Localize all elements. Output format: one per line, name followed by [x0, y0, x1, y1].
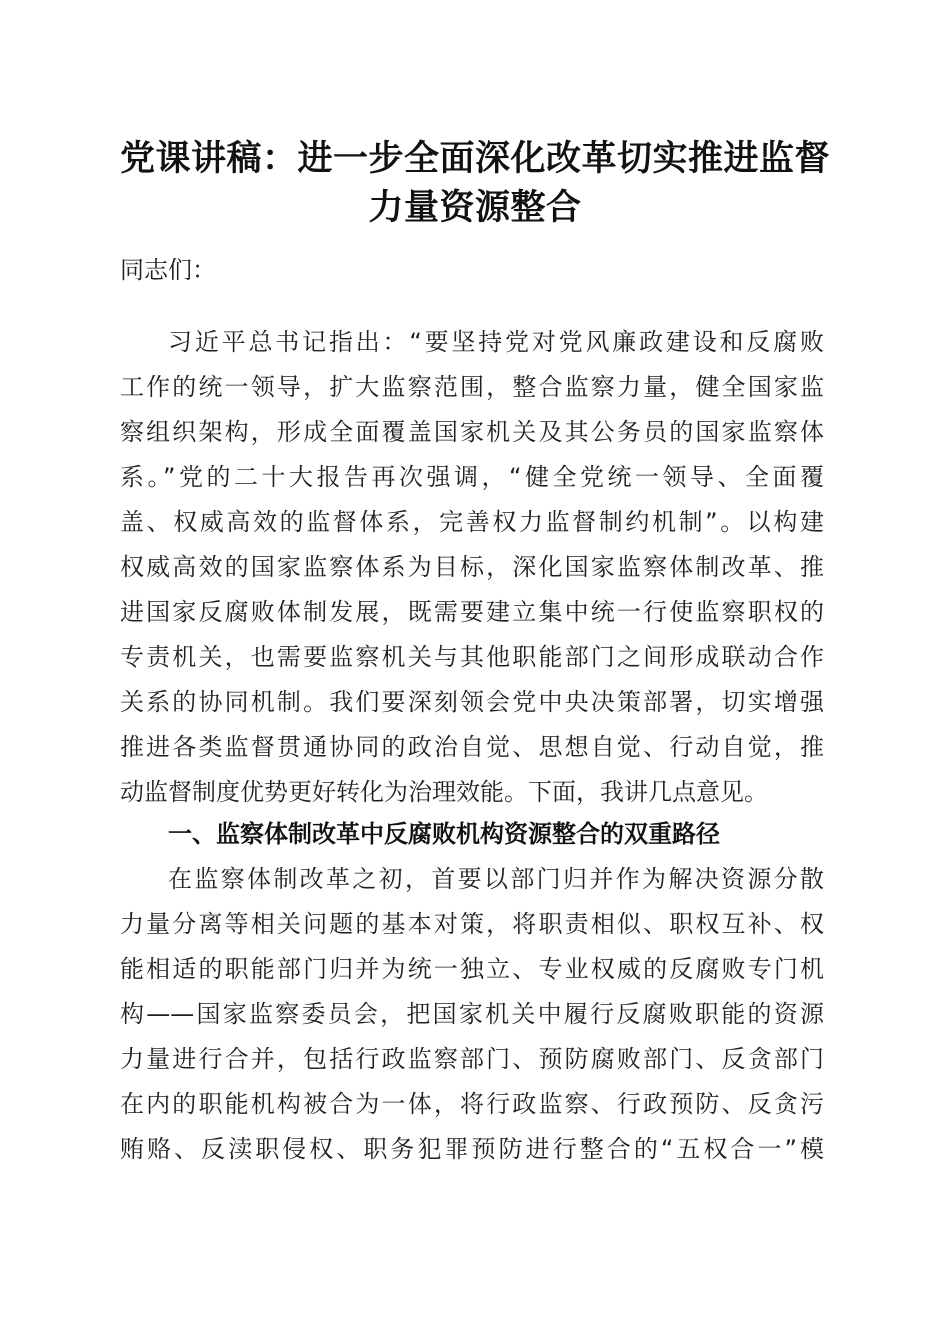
paragraph-1-line: 察组织架构，形成全面覆盖国家机关及其公务员的国家监察体 [120, 418, 824, 446]
paragraph-1-line: 进国家反腐败体制发展，既需要建立集中统一行使监察职权的 [120, 598, 824, 626]
paragraph-1-line: 工作的统一领导，扩大监察范围，整合监察力量，健全国家监 [120, 373, 824, 401]
paragraph-1-line: 推进各类监督贯通协同的政治自觉、思想自觉、行动自觉，推 [120, 733, 824, 761]
paragraph-1-line: 习近平总书记指出：“要坚持党对党风廉政建设和反腐败 [168, 328, 824, 356]
paragraph-2-line: 力量进行合并，包括行政监察部门、预防腐败部门、反贪部门 [120, 1045, 824, 1073]
paragraph-1-line: 关系的协同机制。我们要深刻领会党中央决策部署，切实增强 [120, 688, 824, 716]
paragraph-1-line: 专责机关，也需要监察机关与其他职能部门之间形成联动合作 [120, 643, 824, 671]
paragraph-2-line: 在内的职能机构被合为一体，将行政监察、行政预防、反贪污 [120, 1090, 824, 1118]
document-title-line-1: 党课讲稿：进一步全面深化改革切实推进监督 [119, 138, 830, 179]
paragraph-2-line: 在监察体制改革之初，首要以部门归并作为解决资源分散 [168, 865, 824, 893]
paragraph-2-line: 贿赂、反渎职侵权、职务犯罪预防进行整合的“五权合一”模 [120, 1135, 824, 1163]
paragraph-2-line: 构——国家监察委员会，把国家机关中履行反腐败职能的资源 [120, 1000, 824, 1028]
document-title-line-2: 力量资源整合 [368, 187, 582, 228]
paragraph-1-line: 系。”党的二十大报告再次强调，“健全党统一领导、全面覆 [120, 463, 824, 491]
paragraph-1-line: 盖、权威高效的监督体系，完善权力监督制约机制”。以构建 [120, 508, 824, 536]
paragraph-2-line: 能相适的职能部门归并为统一独立、专业权威的反腐败专门机 [120, 955, 824, 983]
paragraph-2-line: 力量分离等相关问题的基本对策，将职责相似、职权互补、权 [120, 910, 824, 938]
salutation: 同志们： [120, 256, 216, 284]
paragraph-1-line: 权威高效的国家监察体系为目标，深化国家监察体制改革、推 [120, 553, 824, 581]
section-heading: 一、监察体制改革中反腐败机构资源整合的双重路径 [168, 820, 720, 848]
paragraph-1-last-line: 动监督制度优势更好转化为治理效能。下面，我讲几点意见。 [120, 778, 768, 806]
